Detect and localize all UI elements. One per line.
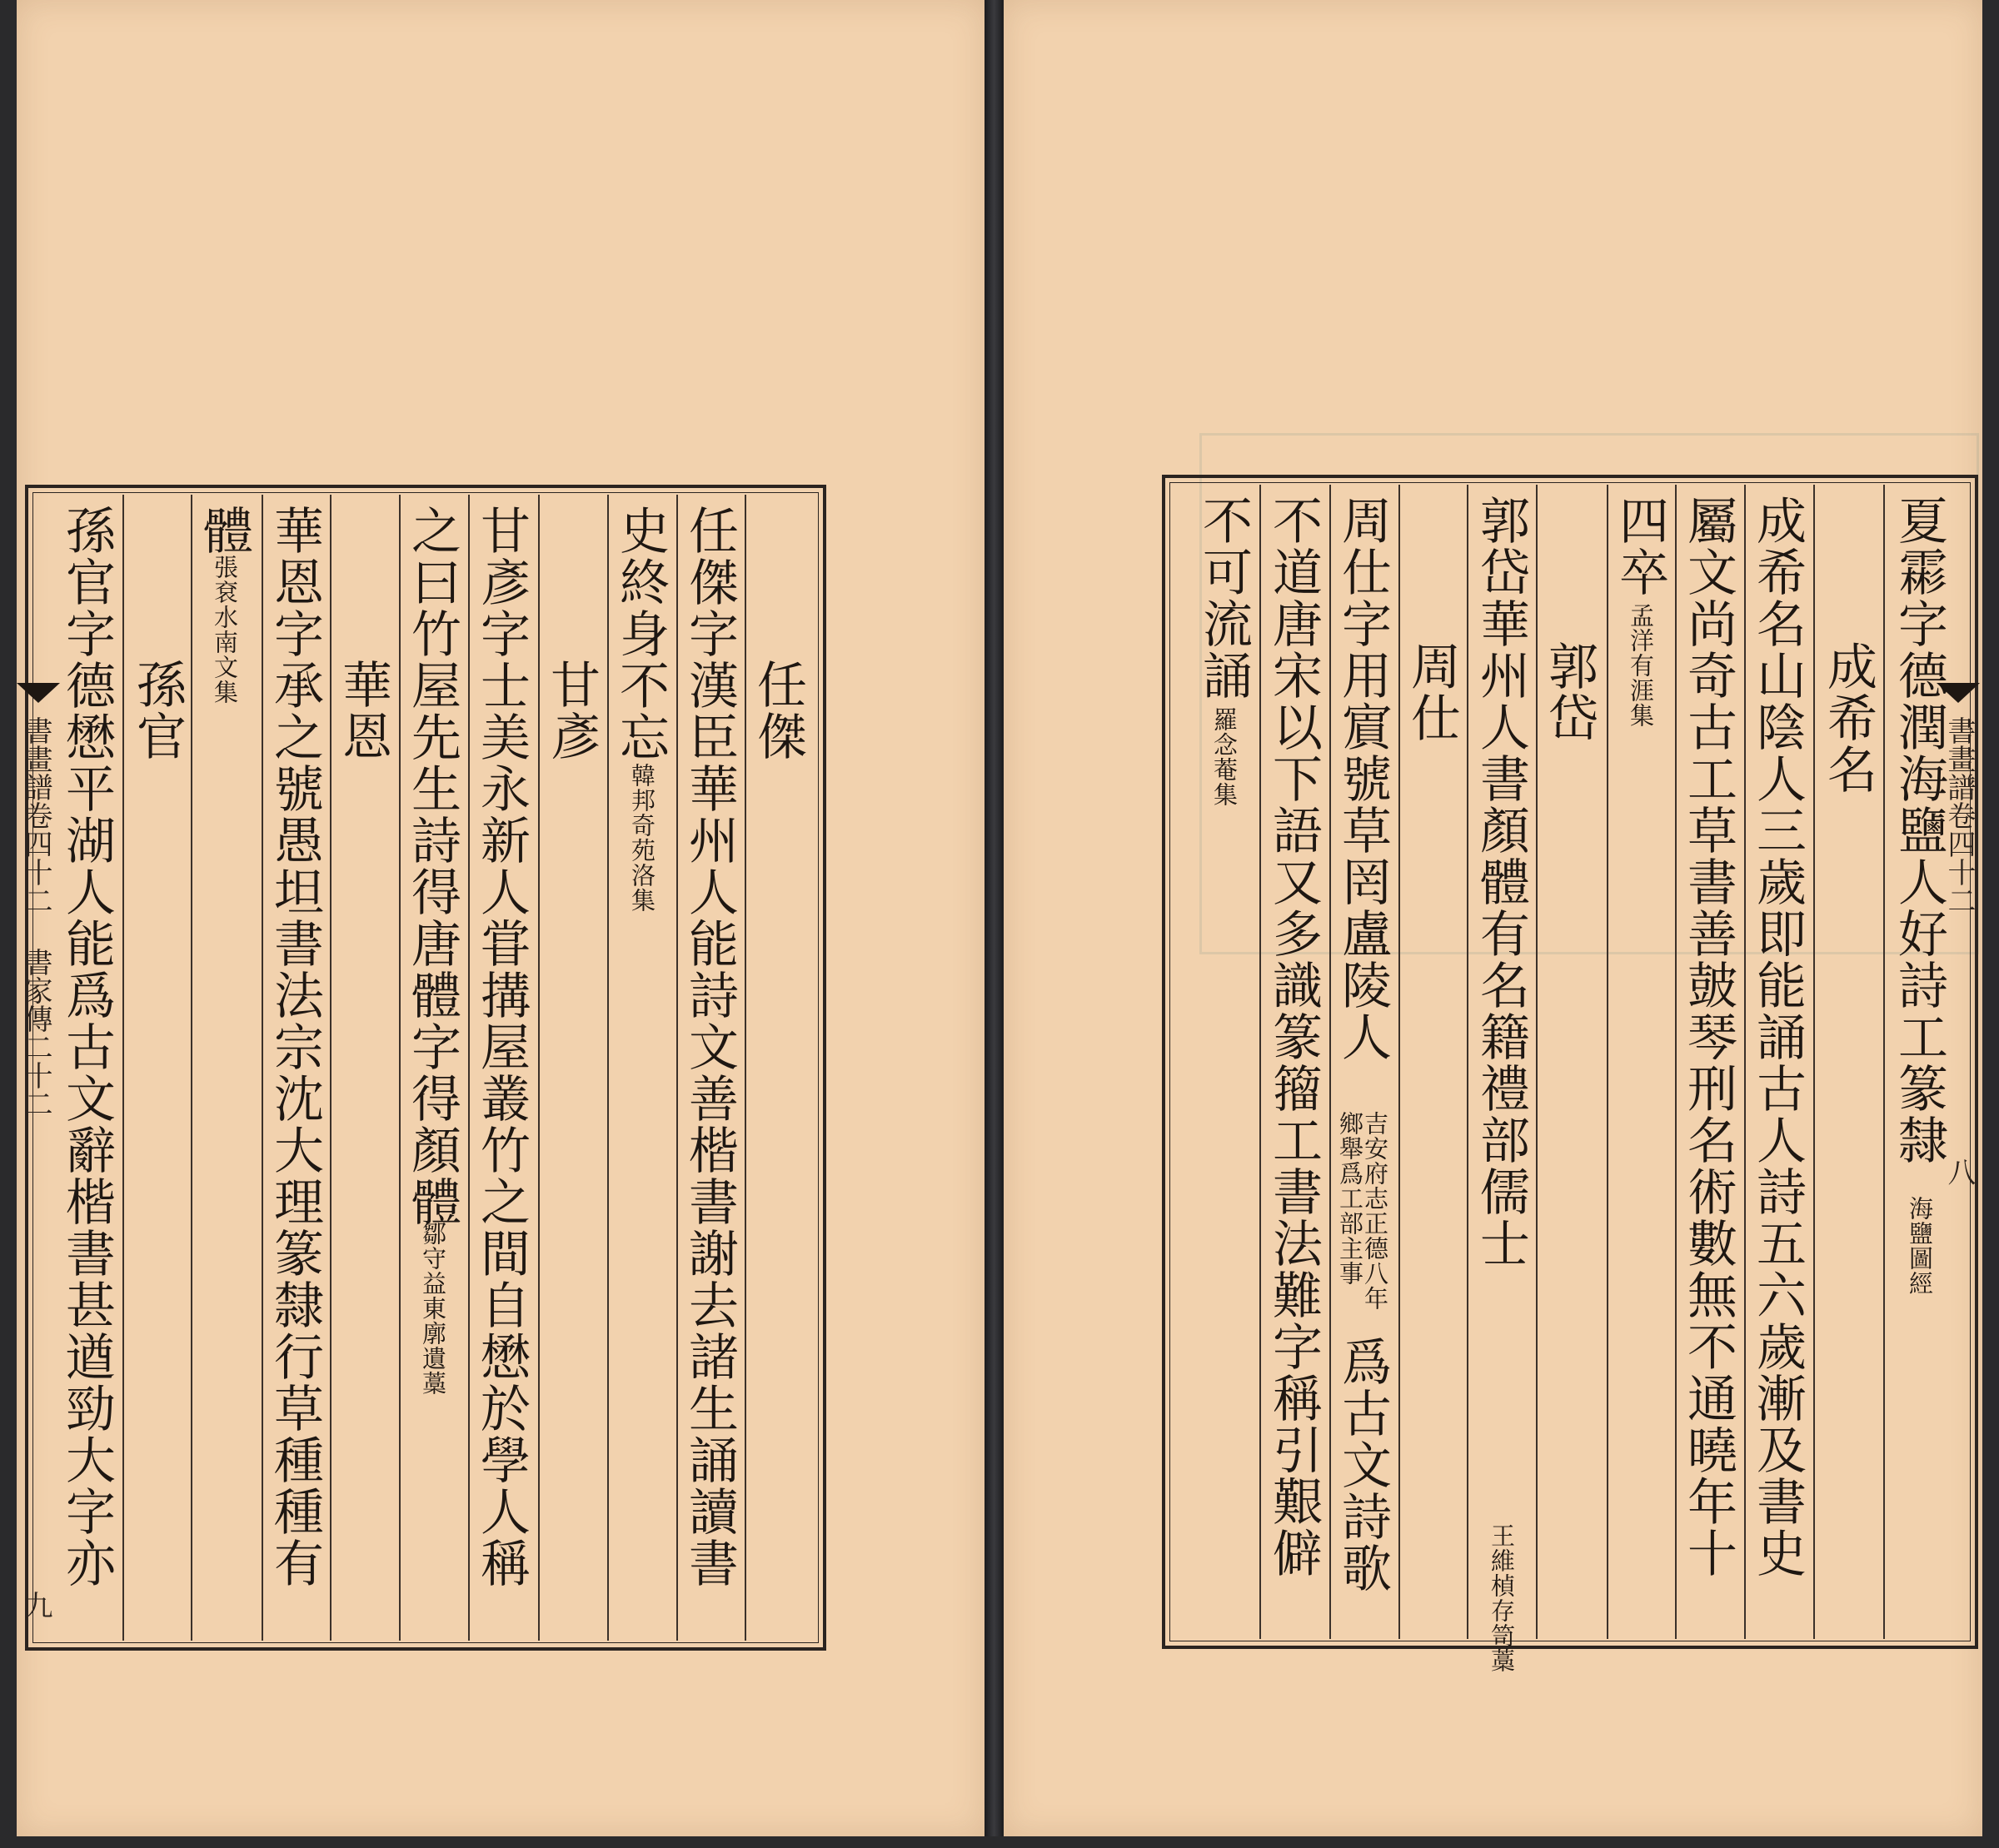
heading-ren-jie: 任傑 bbox=[749, 659, 807, 762]
source-note: 韓邦奇苑洛集 bbox=[628, 763, 656, 913]
column-rule bbox=[1813, 485, 1815, 1639]
column-rule bbox=[330, 495, 332, 1641]
text-column: 甘彥字士美永新人甞搆屋叢竹之間自懋於學人稱 bbox=[472, 505, 531, 1589]
column-rule bbox=[399, 495, 401, 1641]
source-note: 海鹽圖經 bbox=[1906, 1196, 1934, 1296]
column-rule bbox=[122, 495, 124, 1641]
source-note: 鄒守益東廓遺藁 bbox=[419, 1221, 447, 1396]
left-page-edge-label bbox=[17, 683, 60, 1657]
text-column: 周仕字用賔號草罔盧陵人 bbox=[1333, 495, 1392, 1063]
text-column: 夏霦字德潤海鹽人好詩工篆隸 bbox=[1890, 495, 1948, 1166]
heading-gan-yan: 甘彥 bbox=[542, 659, 601, 762]
edge-folio: 九 bbox=[19, 1591, 52, 1619]
column-rule bbox=[538, 495, 540, 1641]
column-rule bbox=[1675, 485, 1677, 1639]
text-column: 孫官字德懋平湖人能爲古文辭楷書甚遒勁大字亦 bbox=[57, 505, 116, 1589]
column-rule bbox=[1329, 485, 1331, 1639]
right-text-frame bbox=[1162, 475, 1978, 1673]
background-strip bbox=[0, 1836, 1999, 1848]
left-text-frame bbox=[25, 485, 826, 1651]
left-page bbox=[17, 0, 985, 1836]
column-rule bbox=[468, 495, 470, 1641]
fishtail-mark bbox=[1937, 683, 1980, 703]
source-note: 吉安府志正德八年 bbox=[1361, 1111, 1389, 1311]
column-rule bbox=[676, 495, 678, 1641]
column-rule bbox=[745, 495, 746, 1641]
right-page-edge-label bbox=[1937, 683, 1980, 1657]
edge-title: 書畫譜卷四十二 書家傳二十二 bbox=[19, 716, 52, 1118]
column-rule bbox=[1398, 485, 1400, 1639]
fishtail-mark bbox=[17, 683, 60, 703]
text-column: 成希名山陰人三歲即能誦古人詩五六歲漸及書史 bbox=[1748, 495, 1807, 1579]
column-rule bbox=[1607, 485, 1608, 1639]
source-note: 鄉舉爲工部主事 bbox=[1336, 1111, 1364, 1286]
text-column: 爲古文詩歌 bbox=[1333, 1336, 1392, 1594]
text-column: 史終身不忘 bbox=[611, 505, 670, 763]
book-spine bbox=[985, 0, 1004, 1848]
text-column: 任傑字漢臣華州人能詩文善楷書謝去諸生誦讀書 bbox=[680, 505, 739, 1589]
heading-guo-dai: 郭岱 bbox=[1540, 640, 1598, 744]
heading-cheng-xi-ming: 成希名 bbox=[1819, 640, 1877, 795]
text-column: 四卒 bbox=[1611, 495, 1669, 598]
right-page bbox=[1004, 0, 1982, 1836]
column-rule bbox=[1467, 485, 1468, 1639]
heading-hua-en: 華恩 bbox=[334, 659, 392, 762]
heading-sun-guan: 孫官 bbox=[128, 659, 187, 762]
source-note: 張袞水南文集 bbox=[211, 555, 239, 705]
column-rule bbox=[191, 495, 192, 1641]
text-column: 郭岱華州人書顏體有名籍禮部儒士 bbox=[1472, 495, 1530, 1269]
source-note: 孟洋有涯集 bbox=[1627, 603, 1655, 728]
text-column: 華恩字承之號愚坦書法宗沈大理篆隸行草種種有 bbox=[266, 505, 324, 1589]
source-note: 王維楨存笥藁 bbox=[1488, 1523, 1516, 1673]
text-column: 屬文尚奇古工草書善皷琴刑名術數無不通曉年十 bbox=[1679, 495, 1737, 1579]
edge-folio: 八 bbox=[1942, 1158, 1976, 1186]
text-column: 不道唐宋以下語又多識篆籀工書法難字稱引艱僻 bbox=[1264, 495, 1323, 1579]
heading-zhou-shi: 周仕 bbox=[1403, 640, 1461, 744]
edge-title: 書畫譜卷四十二 bbox=[1942, 716, 1976, 914]
column-rule bbox=[1536, 485, 1538, 1639]
column-rule bbox=[1883, 485, 1885, 1639]
text-column: 之曰竹屋先生詩得唐體字得顏體 bbox=[403, 505, 461, 1228]
column-rule bbox=[1744, 485, 1746, 1639]
text-column: 體 bbox=[195, 505, 253, 556]
source-note: 羅念菴集 bbox=[1210, 707, 1239, 807]
column-rule bbox=[262, 495, 263, 1641]
column-rule bbox=[1259, 485, 1261, 1639]
column-rule bbox=[607, 495, 609, 1641]
text-column: 不可流誦 bbox=[1194, 495, 1253, 701]
